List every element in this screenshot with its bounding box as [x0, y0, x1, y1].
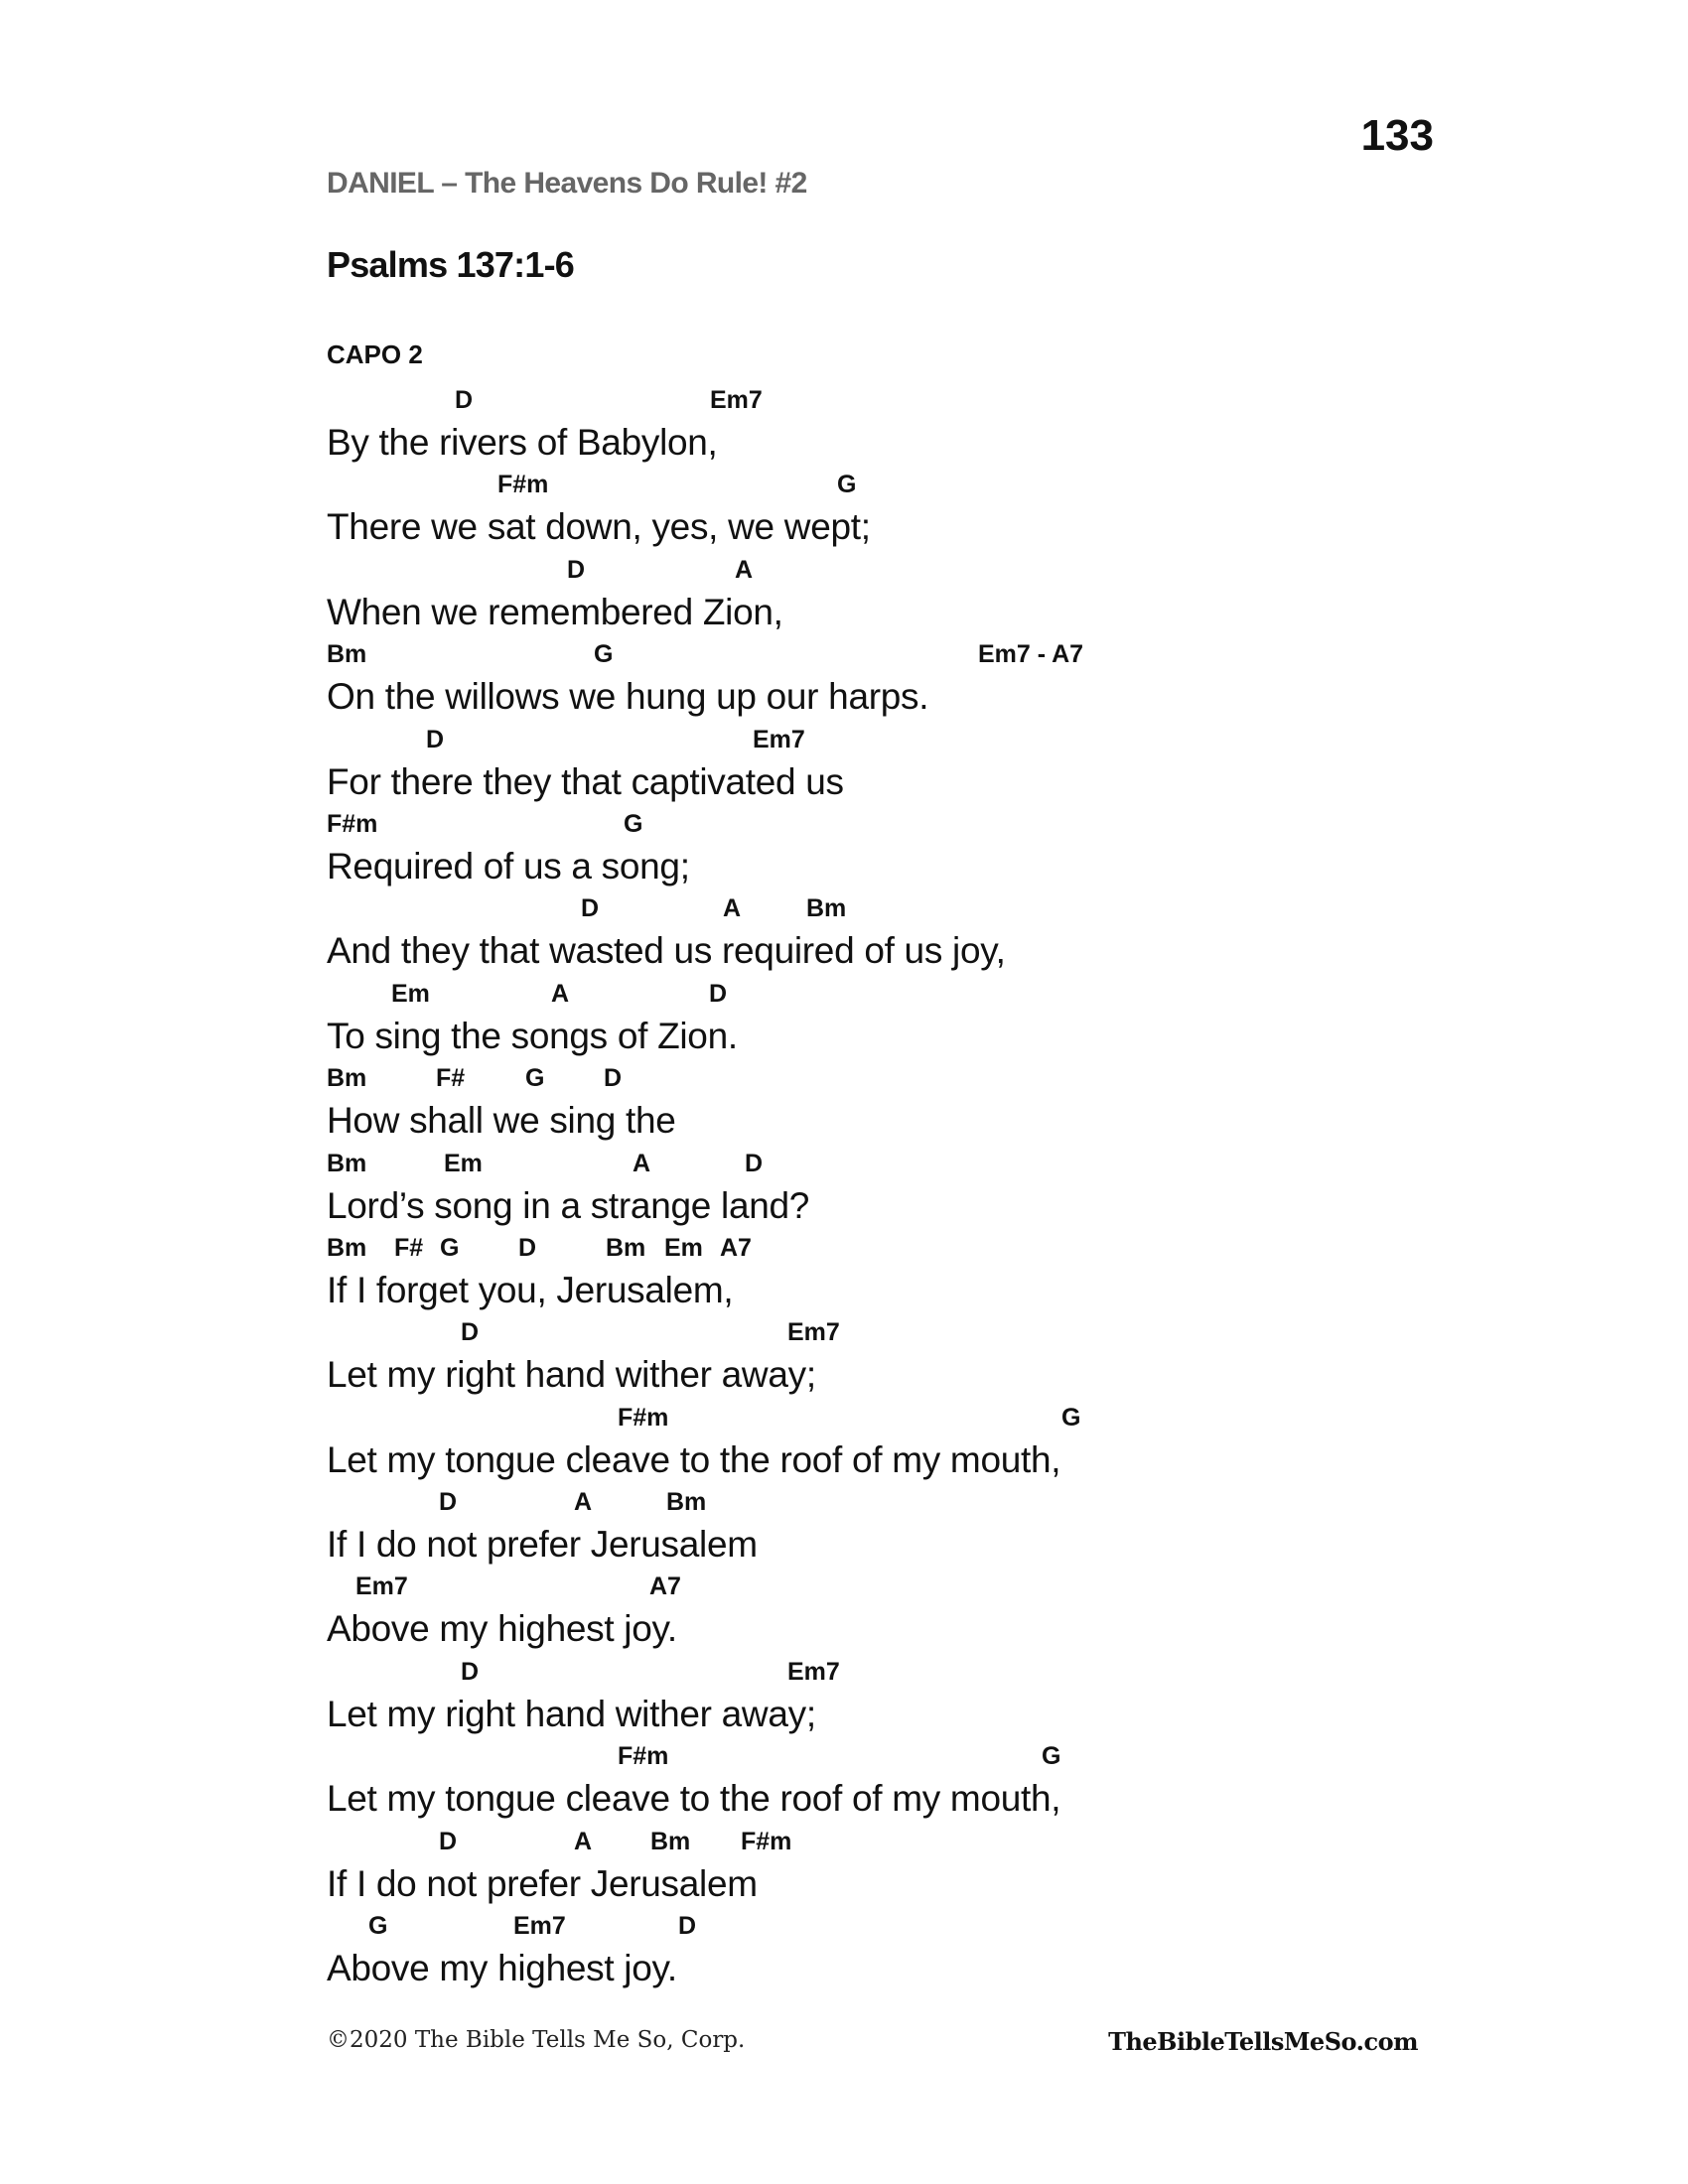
chord: D	[461, 1657, 480, 1686]
song-line	[327, 1827, 1518, 1911]
chord-row	[327, 1911, 1518, 1941]
lyric-line: And they that wasted us required of us joy,	[327, 930, 1006, 972]
lyric-line: There we sat down, yes, we wept;	[327, 506, 871, 548]
song-line	[327, 809, 1518, 893]
song-line	[327, 725, 1518, 809]
lyric-line: If I do not prefer Jerusalem	[327, 1524, 758, 1566]
song-line	[327, 1317, 1518, 1402]
chord: Em	[391, 979, 430, 1008]
chord: D	[439, 1827, 458, 1855]
chord-row	[327, 555, 1518, 585]
chord: G	[624, 809, 643, 838]
chord: Bm	[806, 894, 847, 923]
lyric-line: Let my tongue cleave to the roof of my mouth,	[327, 1778, 1061, 1820]
chord: D	[461, 1318, 480, 1347]
lyric-line: When we remembered Zion,	[327, 591, 783, 632]
chord: Bm	[606, 1233, 646, 1262]
chord: A7	[649, 1572, 681, 1601]
chord: Bm	[650, 1827, 691, 1855]
chord: A7	[720, 1233, 752, 1262]
chord: F#	[436, 1064, 466, 1093]
chord: Bm	[327, 640, 367, 669]
chord: D	[604, 1064, 623, 1093]
chord-row	[327, 1741, 1518, 1771]
chord: Em	[444, 1149, 483, 1177]
lyric-line: For there they that captivated us	[327, 760, 844, 802]
lyric-line: Above my highest joy.	[327, 1608, 677, 1650]
chord-row	[327, 979, 1518, 1009]
chord: Em7 - A7	[978, 640, 1084, 669]
song-line	[327, 1657, 1518, 1741]
chord-row	[327, 470, 1518, 499]
chord: G	[594, 640, 614, 669]
chord-row	[327, 725, 1518, 754]
song-line	[327, 385, 1518, 470]
chord: D	[678, 1912, 697, 1941]
lyric-line: Let my right hand wither away;	[327, 1354, 816, 1396]
chord-row	[327, 1233, 1518, 1263]
chord: F#	[394, 1233, 424, 1262]
website: TheBibleTellsMeSo.com	[1108, 2027, 1418, 2056]
lyric-line: Above my highest joy.	[327, 1948, 677, 1989]
copyright: ©2020 The Bible Tells Me So, Corp.	[327, 2027, 746, 2053]
chord: A	[574, 1827, 593, 1855]
chord: A	[633, 1149, 651, 1177]
chord-row	[327, 1317, 1518, 1347]
lyric-line: By the rivers of Babylon,	[327, 422, 718, 463]
chord: F#m	[618, 1742, 669, 1771]
chord: A	[735, 555, 754, 584]
lyric-line: Let my tongue cleave to the roof of my mouth,	[327, 1438, 1061, 1480]
chord-row	[327, 1827, 1518, 1856]
song-line	[327, 470, 1518, 554]
chord: G	[368, 1912, 388, 1941]
lyric-line: On the willows we hung up our harps.	[327, 676, 929, 718]
lyric-line: How shall we sing the	[327, 1100, 676, 1142]
chord-row	[327, 639, 1518, 669]
chord-row	[327, 809, 1518, 839]
chord: D	[581, 894, 600, 923]
chord: Em7	[753, 725, 805, 753]
chord: Bm	[327, 1149, 367, 1177]
series-title: DANIEL – The Heavens Do Rule! #2	[327, 167, 807, 200]
lyric-line: To sing the songs of Zion.	[327, 1015, 738, 1056]
song-line	[327, 555, 1518, 639]
chord: Bm	[327, 1233, 367, 1262]
chord-row	[327, 893, 1518, 923]
capo-note: CAPO 2	[327, 340, 423, 369]
chord: D	[439, 1488, 458, 1517]
chord: F#m	[497, 471, 549, 499]
chord: F#m	[741, 1827, 792, 1855]
chord: Em7	[787, 1318, 840, 1347]
song-line	[327, 639, 1518, 724]
song-line	[327, 1233, 1518, 1317]
chord-row	[327, 1487, 1518, 1517]
chord-row	[327, 1571, 1518, 1601]
song-line	[327, 1911, 1518, 1995]
chord: D	[518, 1233, 537, 1262]
chord: D	[745, 1149, 764, 1177]
song-line	[327, 893, 1518, 978]
song-lyrics	[327, 385, 1518, 1995]
chord: Bm	[666, 1488, 707, 1517]
lyric-line: Let my right hand wither away;	[327, 1693, 816, 1734]
chord-row	[327, 1063, 1518, 1093]
song-line	[327, 979, 1518, 1063]
page-number: 133	[1360, 111, 1434, 160]
song-line	[327, 1741, 1518, 1826]
song-line	[327, 1063, 1518, 1148]
chord: G	[440, 1233, 460, 1262]
lyric-line: If I do not prefer Jerusalem	[327, 1862, 758, 1904]
song-line	[327, 1487, 1518, 1571]
chord-row	[327, 1403, 1518, 1433]
chord-row	[327, 385, 1518, 415]
lyric-line: Required of us a song;	[327, 845, 690, 887]
chord: A	[574, 1488, 593, 1517]
chord: A	[551, 979, 570, 1008]
chord: G	[1042, 1742, 1061, 1771]
chord: A	[723, 894, 742, 923]
chord: F#m	[327, 809, 378, 838]
chord: Bm	[327, 1064, 367, 1093]
chord: D	[709, 979, 728, 1008]
chord: Em7	[710, 386, 763, 414]
lyric-line: If I forget you, Jerusalem,	[327, 1269, 734, 1310]
chord: D	[426, 725, 445, 753]
chord: F#m	[618, 1403, 669, 1432]
chord: G	[525, 1064, 545, 1093]
chord: G	[1061, 1403, 1081, 1432]
chord: Em7	[513, 1912, 566, 1941]
scripture-reference: Psalms 137:1-6	[327, 244, 574, 285]
chord: D	[567, 555, 586, 584]
chord: Em	[664, 1233, 703, 1262]
chord: G	[837, 471, 857, 499]
song-line	[327, 1149, 1518, 1233]
song-line	[327, 1571, 1518, 1656]
song-line	[327, 1403, 1518, 1487]
lyric-line: Lord’s song in a strange land?	[327, 1184, 810, 1226]
chord: Em7	[355, 1572, 408, 1601]
chord: D	[455, 386, 474, 414]
chord-row	[327, 1149, 1518, 1178]
chord-row	[327, 1657, 1518, 1687]
chord: Em7	[787, 1657, 840, 1686]
